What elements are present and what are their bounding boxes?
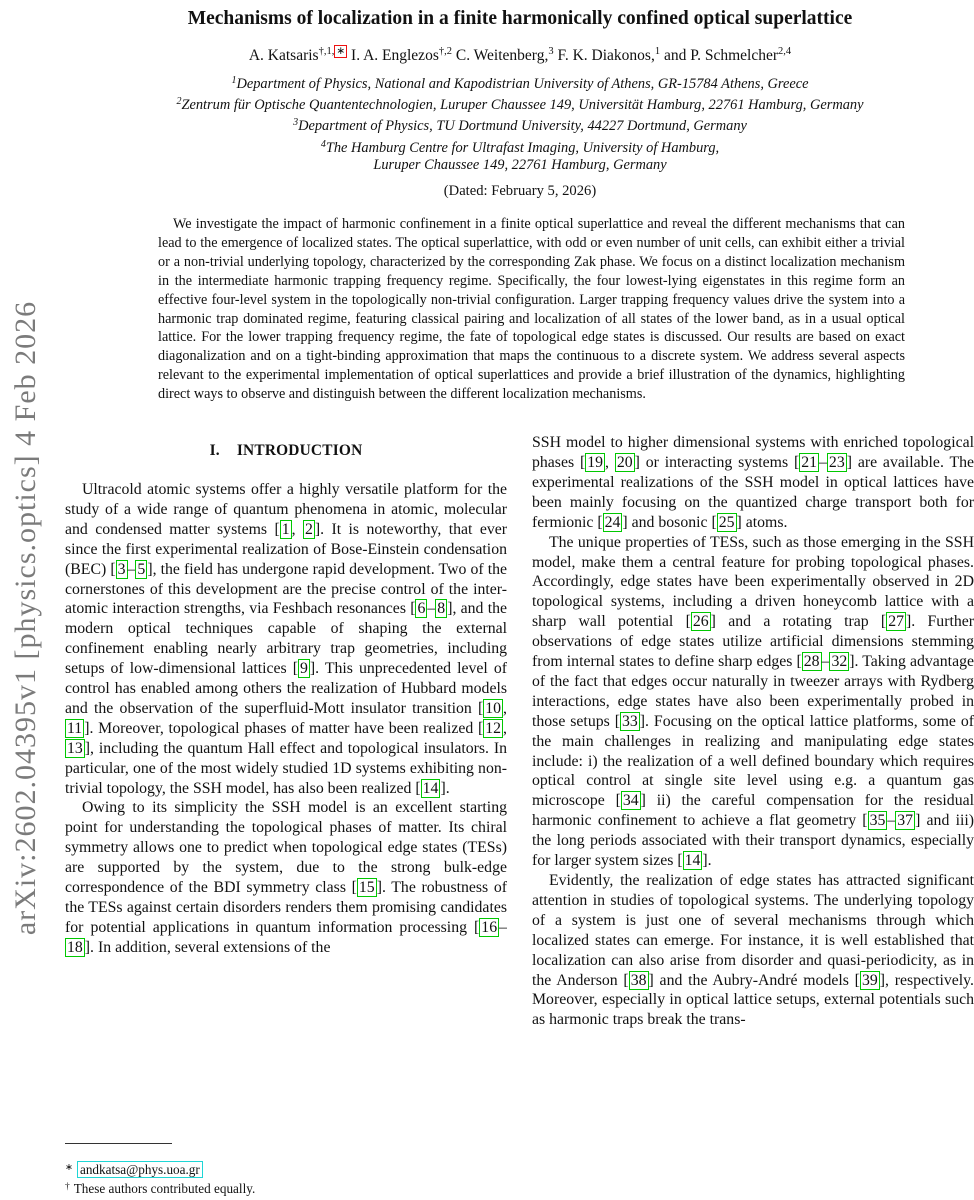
abstract: We investigate the impact of harmonic confinement in a finite optical superlattice and reveal the different mechanisms that can lead to the emergence of localized states. The optical superlattice, with odd or even number of unit cells, can exhibit either a trivial or a non-trivial underlying topology, characterized by the corresponding Zak phase. We focus on a distinct localization mechanism in the intermediate harmonic trapping frequency regime. Specifically, the four lowest-lying eigenstates in this regime form an effective four-level system in the topologically non-trivial configuration. Larger trapping frequency values drive the system into a harmonic trap dominated regime, featuring classical pairing and localization of all states of the lower band, as in a usual optical lattice. For the lower trapping frequency regime, the fate of topological edge states is discussed. Our results are based on exact diagonalization and on a tight-binding approximation that maps the continuous to a discrete system. We address several aspects relevant to the experimental implementation of optical superlattices and provide a brief illustration of the dynamics, highlighting direct ways to observe and distinguish between the different localization mechanisms. xyxy=(158,216,905,403)
footnote-marker: † xyxy=(65,1181,70,1192)
citation-link[interactable]: 14 xyxy=(422,779,439,797)
section-heading-introduction xyxy=(65,441,507,461)
citation-link[interactable]: 2 xyxy=(304,520,313,538)
column-left xyxy=(65,433,507,1105)
citation-link[interactable]: 25 xyxy=(718,513,735,531)
section-title: INTRODUCTION xyxy=(236,442,363,460)
affiliation-line: $^1$Department of Physics, National and Kapodistrian University of Athens, GR-15784 Athens, Greece xyxy=(231,75,809,92)
citation-link[interactable]: 34 xyxy=(622,792,639,810)
paper-content xyxy=(65,0,974,1196)
footnotes xyxy=(65,1160,507,1198)
footnote: † These authors contributed equally. xyxy=(65,1180,256,1196)
citation-link[interactable]: 28 xyxy=(803,653,820,671)
citation-link[interactable]: 26 xyxy=(692,613,709,631)
author-superscript: 2,4 xyxy=(778,46,792,57)
citation-link[interactable]: 15 xyxy=(358,879,375,897)
footnote-block xyxy=(65,1143,507,1198)
citation-link[interactable]: 35 xyxy=(869,812,886,830)
affiliation-block xyxy=(65,72,974,174)
citation-link[interactable]: 23 xyxy=(828,453,845,471)
paragraph: The unique properties of TESs, such as those emerging in the SSH model, make them a central feature for probing topological phases. Accordingly, edge states have been experimentally observed in 2D topological systems, including a driven honeycomb lattice with a sharp wall potential [ 26 ] and a rotating trap [ 27 ]. Further observations of edge states utilize artificial dimensions stemming from internal states to define sharp edges [ 28 – 32 ]. Taking advantage of the fact that edges occur naturally in tweezer arrays with Rydberg interactions, edge states have also been experimentally probed in those setups [ 33 ]. Focusing on the optical lattice platforms, some of the main challenges in realizing and manipulating edge states include: i) the realization of a well defined boundary which requires optical control at single site level using e.g. a quantum gas microscope [ 34 ] ii) the careful compensation for the residual harmonic confinement to achieve a flat geometry [ 35 – 37 ] and iii) the long periods associated with their transport dynamics, especially for larger system sizes [ 14 ]. xyxy=(532,533,974,870)
citation-link[interactable]: 11 xyxy=(67,719,83,737)
author-superscript: 3 xyxy=(548,46,554,57)
paper-title: Mechanisms of localization in a finite harmonically confined optical superlattice xyxy=(187,8,853,29)
author-line: A. Katsaris$^{\dagger,1,}$ ∗ I. A. Englezos$^{\dagger,2}$ C. Weitenberg,$^3$ F. K. Diakonos,$^1$ and P. Schmelcher$^{2,4}$ xyxy=(248,46,792,64)
citation-link[interactable]: 14 xyxy=(684,852,701,870)
affiliation-superscript: 4 xyxy=(320,138,326,150)
affiliation-superscript: 1 xyxy=(231,75,237,86)
two-column-body xyxy=(65,433,974,1105)
citation-link[interactable]: 13 xyxy=(67,739,83,757)
affiliation-line: Luruper Chaussee 149, 22761 Hamburg, Germany xyxy=(373,156,667,173)
citation-link[interactable]: 16 xyxy=(481,918,498,936)
citation-link[interactable]: 27 xyxy=(888,613,904,631)
citation-link[interactable]: 39 xyxy=(861,971,878,989)
paragraph: SSH model to higher dimensional systems with enriched topological phases [ 19 , 20 ] or interacting systems [ 21 – 23 ] are available. The experimental realizations of the SSH model in optical lattices have been mainly focusing on the quantized charge transport both for fermionic [ 24 ] and bosonic [ 25 ] atoms. xyxy=(532,434,974,531)
affiliation-line: $^4$The Hamburg Centre for Ultrafast Imaging, University of Hamburg, xyxy=(320,138,720,156)
citation-link[interactable]: 32 xyxy=(831,653,848,671)
section-number: I. xyxy=(209,442,220,460)
citation-link[interactable]: 20 xyxy=(616,453,633,471)
right-paragraphs xyxy=(532,433,974,1030)
email-link[interactable]: andkatsa@phys.uoa.gr xyxy=(77,1161,203,1178)
dateline: (Dated: February 5, 2026) xyxy=(443,183,597,200)
left-paragraphs xyxy=(65,480,507,958)
citation-link[interactable]: 10 xyxy=(485,699,502,717)
citation-link[interactable]: 21 xyxy=(801,453,818,471)
citation-link[interactable]: 38 xyxy=(630,971,647,989)
footnote-rule xyxy=(65,1143,172,1144)
affiliation-line: $^2$Zentrum für Optische Quantentechnologien, Luruper Chaussee 149, Universität Hamburg, 22761 Hamburg, Germany xyxy=(176,96,864,114)
footnote xyxy=(65,1160,507,1179)
citation-link[interactable]: 9 xyxy=(299,660,308,678)
citation-link[interactable]: 24 xyxy=(604,513,621,531)
citation-link[interactable]: 12 xyxy=(485,719,502,737)
paragraph: Ultracold atomic systems offer a highly versatile platform for the study of a wide range of quantum phenomena in atomic, molecular and condensed matter systems [ 1 , 2 ]. It is noteworthy, that ever since the first experimental realization of Bose-Einstein condensation (BEC) [ 3 – 5 ], the field has undergone rapid development. Two of the cornerstones of this development are the precise control of the inter-atomic interaction strengths, via Feshbach resonances [ 6 – 8 ], and the modern optical techniques capable of shaping the external confinement enabling nearly arbitrary trap geometries, including setups of low-dimensional lattices [ 9 ]. This unprecedented level of control has enabled among others the realization of Hubbard models and the observation of the superfluid-Mott insulator transition [ 10 , 11 ]. Moreover, topological phases of matter have been realized [ 12 , 13 ], including the quantum Hall effect and topological insulators. In particular, one of the most widely studied 1D systems exhibiting non-trivial topology, the SSH model, has also been realized [ 14 ]. xyxy=(65,480,507,797)
paragraph: Evidently, the realization of edge states has attracted significant attention in studies of topological systems. The underlying topology of a system is just one of several mechanisms through which localized states can emerge. For instance, it is well established that localization can also arise from disorder and quasi-periodicity, as in the Anderson [ 38 ] and the Aubry-André models [ 39 ], respectively. Moreover, especially in optical lattice setups, external potentials such as harmonic traps break the trans- xyxy=(532,872,974,1029)
affiliation-superscript: 2 xyxy=(176,96,182,108)
affiliation-superscript: 3 xyxy=(293,117,299,129)
author-note-link[interactable]: ∗ xyxy=(336,46,346,57)
citation-link[interactable]: 3 xyxy=(117,560,126,578)
citation-link[interactable]: 5 xyxy=(137,560,146,578)
arxiv-watermark: arXiv:2602.04395v1 [physics.optics] 4 Feb 2026 xyxy=(9,300,42,936)
author-superscript xyxy=(334,45,347,58)
citation-link[interactable]: 18 xyxy=(67,938,83,956)
citation-link[interactable]: 8 xyxy=(437,600,446,618)
citation-link[interactable]: 1 xyxy=(281,520,290,538)
author-superscript: 1 xyxy=(654,46,661,57)
author-superscript: †,2 xyxy=(438,46,452,57)
author-superscript: †,1, xyxy=(318,46,335,57)
citation-link[interactable]: 19 xyxy=(587,453,604,471)
citation-link[interactable]: 6 xyxy=(417,600,426,618)
citation-link[interactable]: 37 xyxy=(897,812,914,830)
paragraph: Owing to its simplicity the SSH model is an excellent starting point for understanding the topological phases of matter. Its chiral symmetry allows one to predict when topological edge states (TESs) are supported by the system, due to the strong bulk-edge correspondence of the BDI symmetry class [ 15 ]. The robustness of the TESs against certain disorders renders them promising candidates for potential applications in quantum information processing [ 16 –18 ]. In addition, several extensions of the xyxy=(65,799,507,956)
column-right xyxy=(532,433,974,1105)
citation-link[interactable]: 33 xyxy=(621,712,638,730)
footnote-marker: ∗ xyxy=(65,1163,73,1173)
affiliation-line: $^3$Department of Physics, TU Dortmund University, 44227 Dortmund, Germany xyxy=(293,117,747,135)
